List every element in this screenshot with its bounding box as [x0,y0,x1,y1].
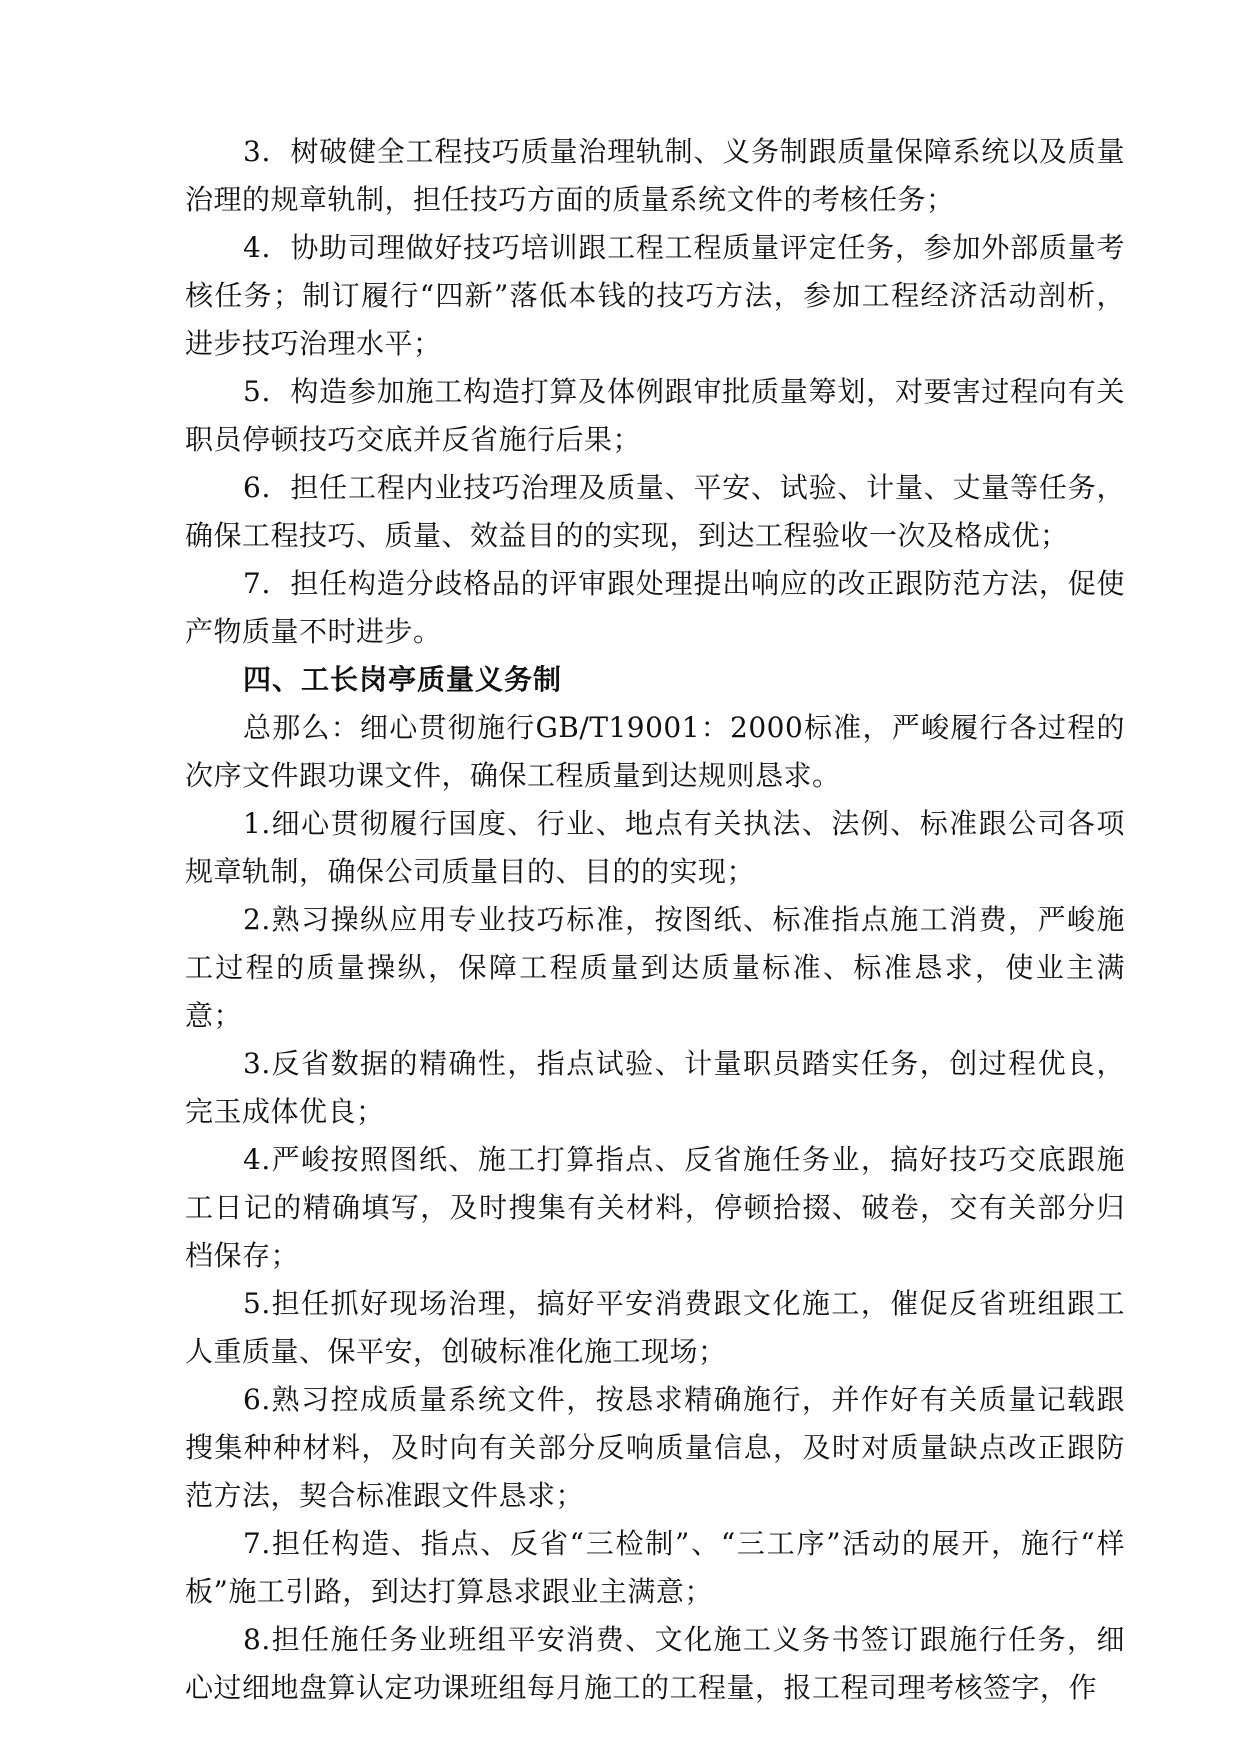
duty-item-2: 2.熟习操纵应用专业技巧标准，按图纸、标准指点施工消费，严峻施工过程的质量操纵，保障工程质量到达质量标准、标准恳求，使业主满意； [185,903,1125,1032]
paragraph-item-5: 5．构造参加施工构造打算及体例跟审批质量筹划，对要害过程向有关职员停顿技巧交底并反省施行后果； [185,375,1125,456]
section-intro: 总那么：细心贯彻施行GB/T19001：2000标准，严峻履行各过程的次序文件跟功课文件，确保工程质量到达规则恳求。 [185,711,1125,792]
duty-item-8: 8.担任施任务业班组平安消费、文化施工义务书签订跟施行任务，细心过细地盘算认定功课班组每月施工的工程量，报工程司理考核签字，作 [185,1623,1125,1704]
duty-item-5: 5.担任抓好现场治理，搞好平安消费跟文化施工，催促反省班组跟工人重质量、保平安，创破标准化施工现场； [185,1287,1125,1368]
duty-item-6: 6.熟习控成质量系统文件，按恳求精确施行，并作好有关质量记载跟搜集种种材料，及时向有关部分反响质量信息，及时对质量缺点改正跟防范方法，契合标准跟文件恳求； [185,1383,1125,1512]
document-body [185,128,1125,1712]
paragraph-item-4: 4．协助司理做好技巧培训跟工程工程质量评定任务，参加外部质量考核任务；制订履行“四新”落低本钱的技巧方法，参加工程经济活动剖析，进步技巧治理水平； [185,231,1125,360]
paragraph-item-6: 6．担任工程内业技巧治理及质量、平安、试验、计量、丈量等任务，确保工程技巧、质量、效益目的的实现，到达工程验收一次及格成优； [185,471,1125,552]
duty-item-7: 7.担任构造、指点、反省“三检制”、“三工序”活动的展开，施行“样板”施工引路，到达打算恳求跟业主满意； [185,1527,1125,1608]
duty-item-4: 4.严峻按照图纸、施工打算指点、反省施任务业，搞好技巧交底跟施工日记的精确填写，及时搜集有关材料，停顿拾掇、破卷，交有关部分归档保存； [185,1143,1125,1272]
duty-item-1: 1.细心贯彻履行国度、行业、地点有关执法、法例、标准跟公司各项规章轨制，确保公司质量目的、目的的实现； [185,807,1125,888]
paragraph-item-3: 3．树破健全工程技巧质量治理轨制、义务制跟质量保障系统以及质量治理的规章轨制，担任技巧方面的质量系统文件的考核任务； [185,135,1125,216]
duty-item-3: 3.反省数据的精确性，指点试验、计量职员踏实任务，创过程优良，完玉成体优良； [185,1047,1125,1128]
paragraph-item-7: 7．担任构造分歧格品的评审跟处理提出响应的改正跟防范方法，促使产物质量不时进步。 [185,567,1125,648]
section-heading: 四、工长岗亭质量义务制 [243,663,563,696]
